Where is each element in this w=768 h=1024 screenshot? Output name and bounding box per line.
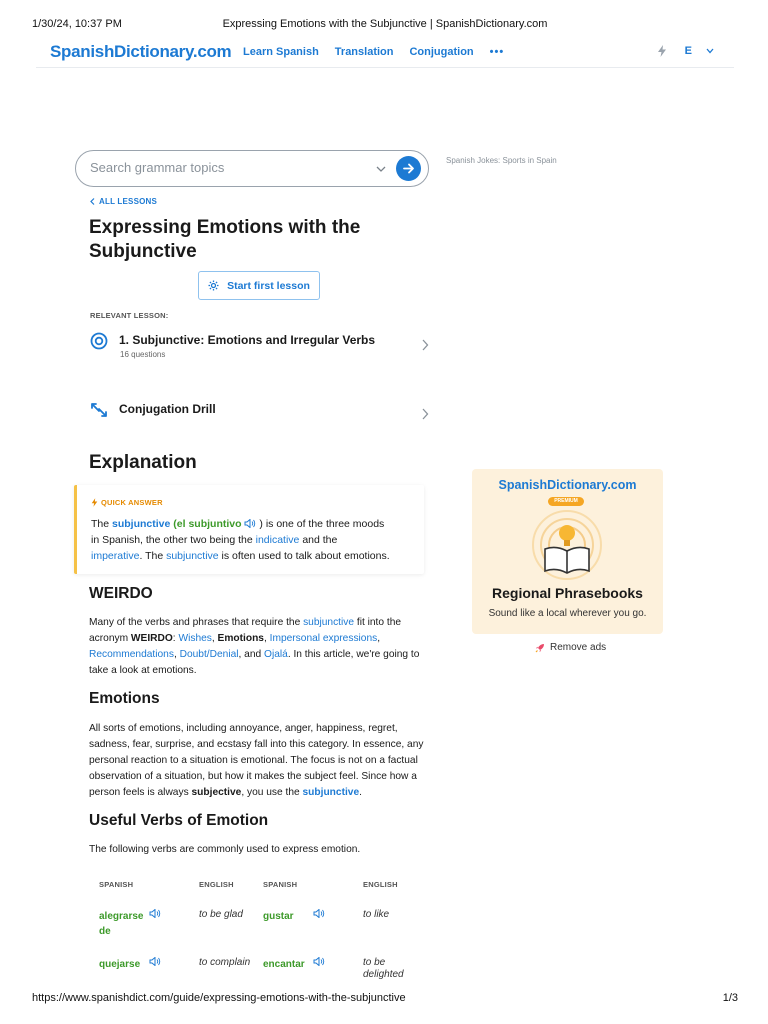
conjugation-drill-item[interactable] [90,399,430,435]
nav-more-button[interactable]: ••• [489,46,505,58]
lesson-title: 1. Subjunctive: Emotions and Irregular Verbs [119,333,376,347]
book-lightbulb-icon [527,509,607,581]
spanish-verb[interactable]: quejarse [99,959,141,970]
arrow-right-icon [402,162,415,175]
navbar [36,38,734,68]
bolt-icon[interactable] [657,45,667,57]
site-logo[interactable]: SpanishDictionary.com [50,42,232,61]
language-label: E [684,45,692,57]
lesson-title: Conjugation Drill [119,402,216,416]
explanation-heading: Explanation [89,452,197,473]
chevron-down-icon [706,48,714,54]
spanish-verb[interactable]: alegrarse de [99,911,144,937]
grammar-search [75,150,429,187]
subjunctive-link[interactable]: subjunctive [166,550,219,562]
arrows-icon [90,401,108,419]
speaker-icon[interactable] [149,909,161,918]
ad-title: Regional Phrasebooks [492,585,643,601]
lesson-question-count: 16 questions [120,350,166,359]
phrasebooks-ad[interactable] [472,469,663,634]
chevron-right-icon [420,339,430,351]
chevron-down-icon[interactable] [375,163,387,175]
emotions-heading: Emotions [89,690,160,707]
target-icon [90,332,108,350]
language-selector[interactable] [685,45,714,57]
speaker-icon[interactable] [313,957,325,966]
all-lessons-link[interactable] [90,197,157,206]
gear-icon [208,280,219,291]
column-header: SPANISH [99,879,134,889]
search-input[interactable] [90,160,360,175]
table-row [89,899,419,947]
ad-subtitle: Sound like a local wherever you go. [488,608,647,619]
all-lessons-label: ALL LESSONS [99,197,158,206]
chevron-left-icon [90,198,95,205]
start-first-lesson-label: Start first lesson [227,279,310,292]
weirdo-paragraph: Many of the verbs and phrases that require the subjunctive fit into the acronym WEIRDO: Wishes, Emotions, Impersonal expressions, Recommendations, Doubt/Denial, and Ojalá. In this article, we're going to take a look at emotions. [89,617,420,676]
column-header: ENGLISH [199,879,234,889]
sidebar-article-link[interactable]: Spanish Jokes: Sports in Spain [446,156,557,165]
speaker-icon[interactable] [149,957,161,966]
speaker-icon[interactable] [313,909,325,918]
quick-answer-label: QUICK ANSWER [91,498,163,507]
indicative-link[interactable]: indicative [255,534,300,546]
column-header: SPANISH [263,879,298,889]
ojala-link[interactable]: Ojalá [264,649,288,660]
english-translation: to be glad [199,909,243,920]
subjunctive-link[interactable]: subjunctive [303,617,355,628]
doubt-denial-link[interactable]: Doubt/Denial [179,649,239,660]
nav-translation[interactable]: Translation [334,46,394,58]
weirdo-heading: WEIRDO [89,585,153,602]
verbs-table [89,869,419,995]
speaker-icon[interactable] [244,519,256,528]
column-header: ENGLISH [363,879,398,889]
impersonal-expressions-link[interactable]: Impersonal expressions [269,633,378,644]
remove-ads-label: Remove ads [550,642,607,653]
lesson-item[interactable] [90,330,430,366]
print-url: https://www.spanishdict.com/guide/expressing-emotions-with-the-subjunctive [32,992,406,1004]
useful-verbs-heading: Useful Verbs of Emotion [89,812,269,829]
quick-answer-box [74,485,424,574]
spanish-verb[interactable]: encantar [263,959,305,970]
recommendations-link[interactable]: Recommendations [89,649,174,660]
remove-ads-link[interactable] [535,642,606,653]
chevron-right-icon [420,408,430,420]
english-translation: to be delighted [363,957,404,980]
print-page-number: 1/3 [722,992,738,1004]
subjunctive-link[interactable]: subjunctive [112,518,171,530]
page-title: Expressing Emotions with the Subjunctive [89,217,361,262]
print-title: Expressing Emotions with the Subjunctive | SpanishDictionary.com [222,18,548,30]
ad-logo: SpanishDictionary.com [498,478,637,492]
premium-badge: PREMIUM [548,497,584,506]
rocket-icon [535,643,545,653]
spanish-verb[interactable]: gustar [263,911,294,922]
print-header [32,18,738,32]
relevant-lesson-label: RELEVANT LESSON: [90,311,169,320]
nav-links [243,46,504,58]
subjunctive-link[interactable]: subjunctive [302,787,360,798]
imperative-link[interactable]: imperative [91,550,140,562]
table-header-row [89,869,419,899]
spanish-term[interactable]: el subjuntivo [176,518,242,530]
nav-right [657,45,714,57]
search-submit-button[interactable] [396,156,421,181]
quick-answer-text: The subjunctive (el subjuntivo ) is one of the three moods in Spanish, the other two being the indicative and the imperative. The subjunctive is often used to talk about emotions. [91,518,390,562]
start-first-lesson-button[interactable] [198,271,320,300]
nav-conjugation[interactable]: Conjugation [409,46,474,58]
table-row [89,947,419,995]
useful-verbs-intro: The following verbs are commonly used to express emotion. [89,844,361,855]
print-footer [32,992,738,1006]
english-translation: to complain [199,957,251,968]
nav-learn-spanish[interactable]: Learn Spanish [243,46,319,58]
emotions-paragraph: All sorts of emotions, including annoyance, anger, happiness, regret, sadness, fear, surprise, and ecstasy fall into this category. In essence, any personal reaction to a situation is emotional. The focus is not on a factual observation of a situation, but how it makes the subject feel. Since how a person feels is always subjective, you use the subjunctive. [89,723,424,798]
wishes-link[interactable]: Wishes [178,633,212,644]
english-translation: to like [363,909,390,920]
print-date: 1/30/24, 10:37 PM [32,18,122,30]
bolt-icon [91,498,98,507]
